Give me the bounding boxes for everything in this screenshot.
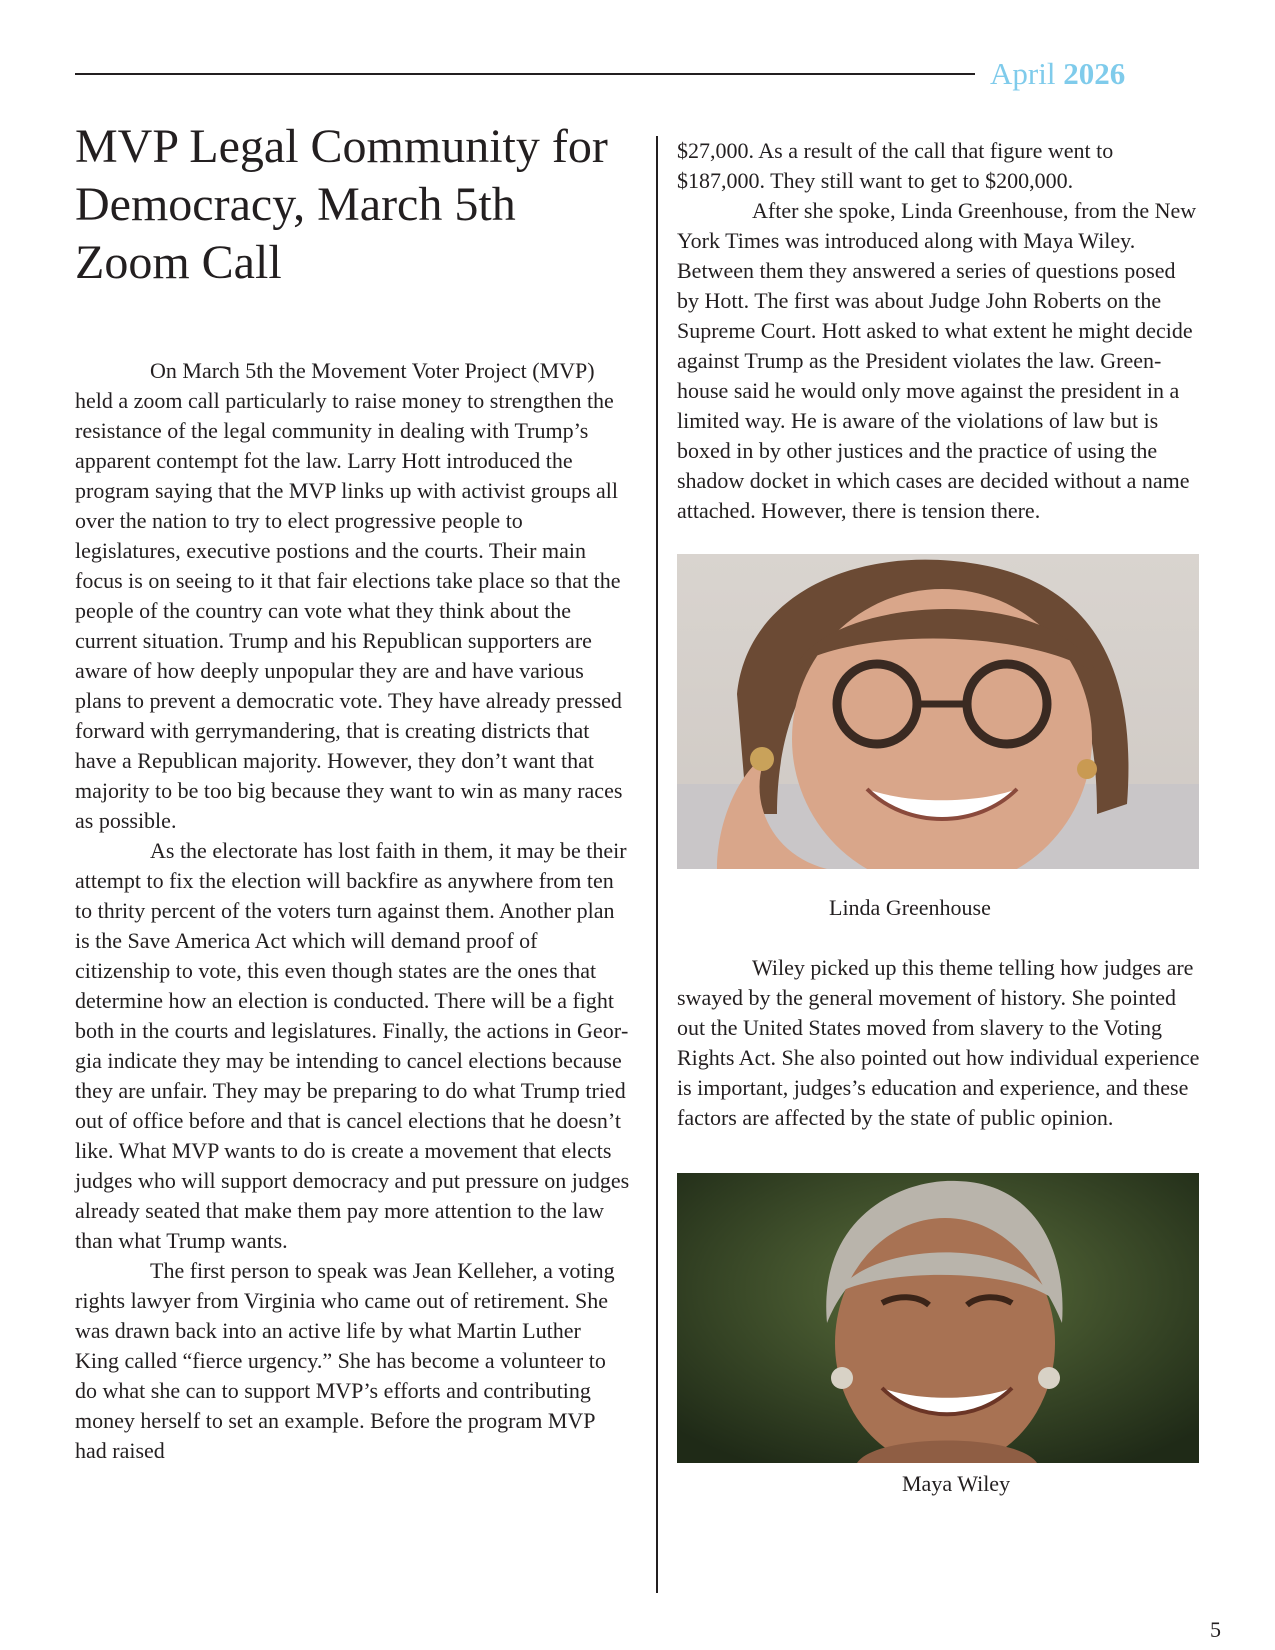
body-paragraph: Wiley picked up this theme telling how judges are swayed by the general movement of history. She pointed out the United States moved from slavery to the Voting Rights Act. She also pointed out how individual experience is important, judges’s education and experience, and these factors are affected by the state of public opinion. [677, 955, 1200, 1130]
header-rule [75, 73, 975, 75]
body-paragraph: On March 5th the Movement Voter Project (MVP) held a zoom call particularly to raise money to strengthen the resistance of the legal community in dealing with Trump’s apparent contempt fot the law. Larry Hott introduced the program saying that the MVP links up with activist groups all over the nation to try to elect progressive people to legislatures, executive postions and the courts. Their main focus is on seeing to it that fair elections take place so that the people of the country can vote what they think about the current situation. Trump and his Republican supporters are aware of how deeply unpopular they are and have various plans to prevent a democratic vote. They have already pressed forward with gerrymandering, that is creating districts that have a Republican majority. However, they don’t want that majority to be too big because they want to win as many races as possible. [75, 358, 623, 833]
linda-greenhouse-photo [677, 554, 1199, 869]
left-column [75, 118, 630, 1466]
body-paragraph: After she spoke, Linda Greenhouse, from the New York Times was introduced along with Maya Wiley. Between them they answered a series of questions posed by Hott. The first was about Judge John Roberts on the Supreme Court. Hott asked to what extent he might decide against Trump as the President violates the law. Greenhouse said he would only move against the president in a limited way. He is aware of the violations of law but is boxed in by other justices and the practice of using the shadow docket in which cases are decided without a name attached. However, there is tension there. [677, 198, 1197, 523]
right-column [677, 136, 1202, 1499]
issue-year: 2026 [1063, 56, 1126, 91]
page-number: 5 [1210, 1617, 1221, 1642]
column-divider [656, 136, 658, 1593]
issue-month: April [990, 56, 1056, 91]
photo-caption: Maya Wiley [902, 1471, 1011, 1496]
body-paragraph-continued: $27,000. As a result of the call that figure went to $187,000. They still want to get to $200,000. [677, 138, 1114, 193]
photo-caption: Linda Greenhouse [829, 895, 991, 920]
maya-wiley-photo [677, 1173, 1199, 1463]
issue-date [990, 54, 1125, 94]
body-paragraph: The first person to speak was Jean Kelleher, a voting rights lawyer from Virginia who came out of retirement. She was drawn back into an active life by what Martin Luther King called “fierce urgency.” She has become a volunteer to do what she can to support MVP’s efforts and contributing money herself to set an example. Before the program MVP had raised [75, 1258, 615, 1463]
article-title: MVP Legal Community for Democracy, March 5th Zoom Call [75, 120, 608, 289]
body-paragraph: As the electorate has lost faith in them, it may be their attempt to fix the election will backfire as anywhere from ten to thrity percent of the voters turn against them. Another plan is the Save America Act which will demand proof of citizenship to vote, this even though states are the ones that determine how an election is conducted. There will be a fight both in the courts and legislatures. Finally, the actions in Georgia indicate they may be intending to cancel elections because they are unfair. They may be preparing to do what Trump tried out of office before and that is cancel elections that he doesn’t like. What MVP wants to do is create a movement that elects judges who will support democracy and put pressure on judges already seated that make them pay more attention to the law than what Trump wants. [75, 838, 630, 1253]
